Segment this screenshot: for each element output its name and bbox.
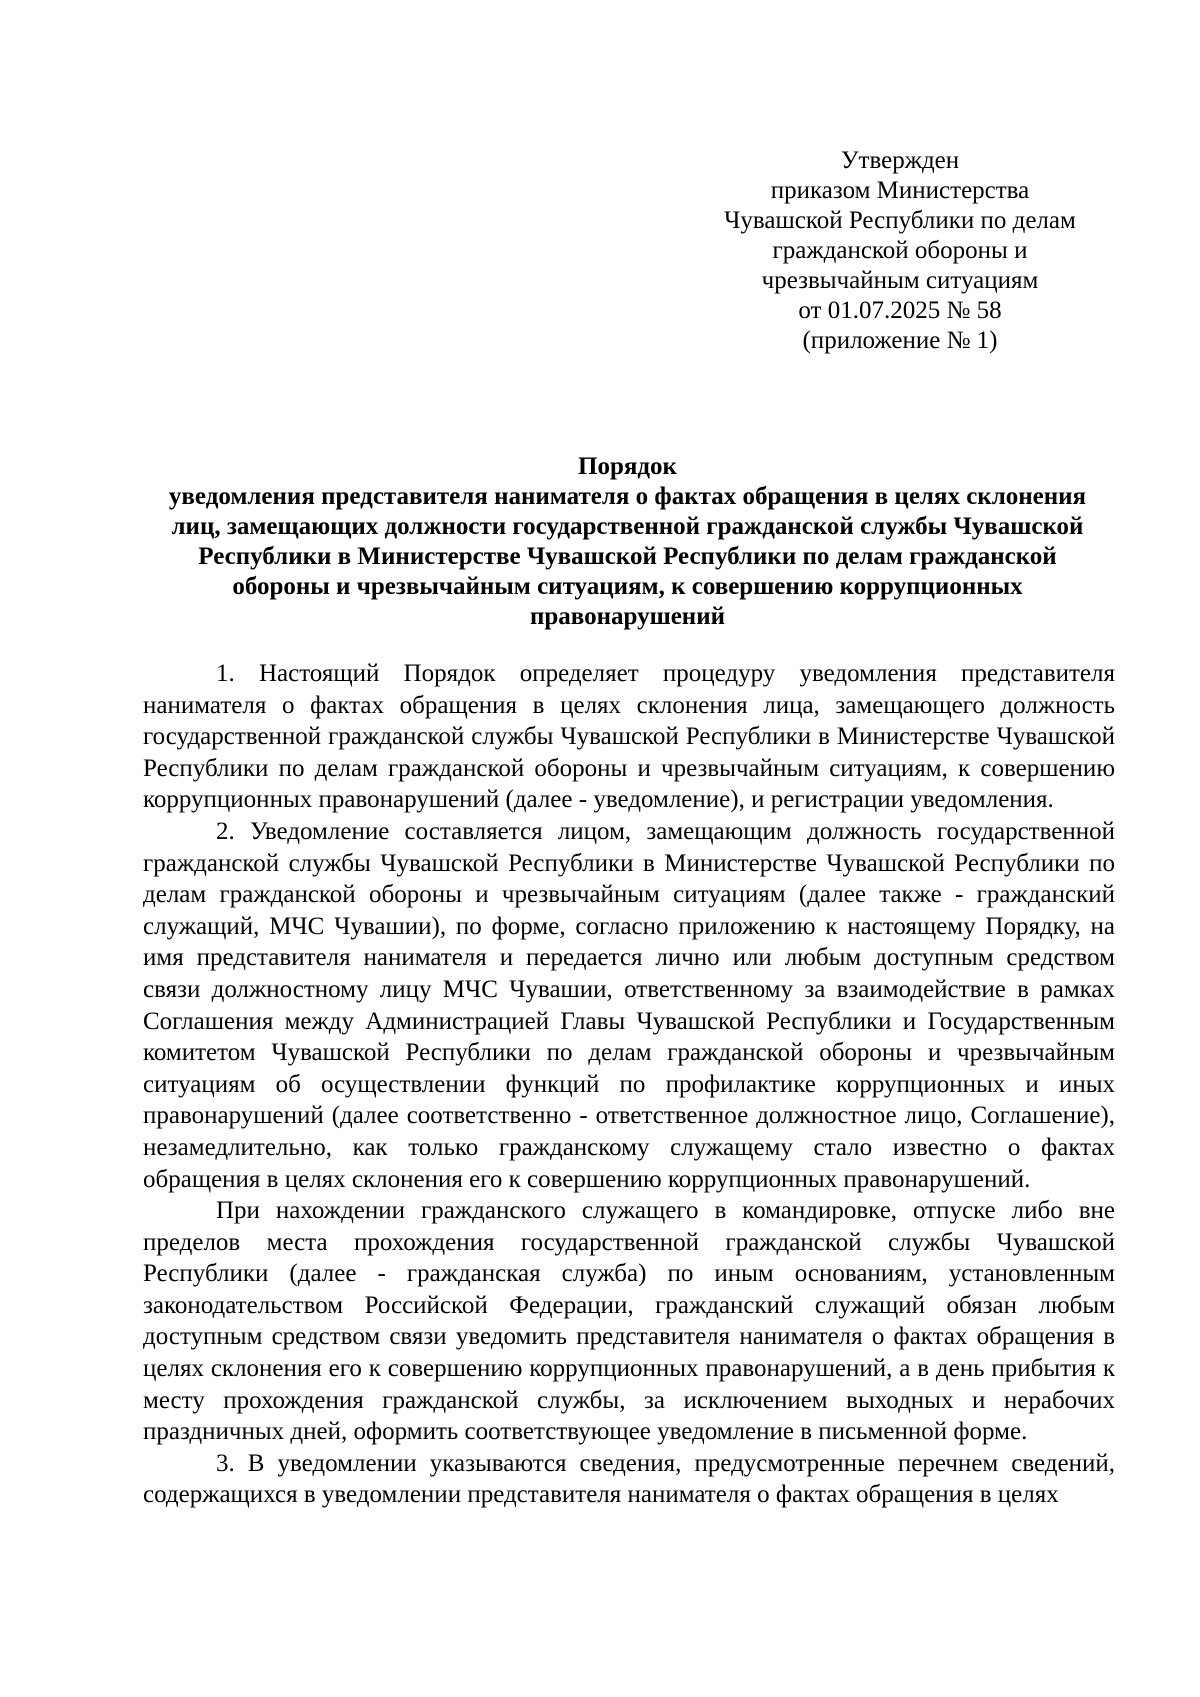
document-title [140, 452, 1115, 632]
approval-stamp [690, 146, 1110, 356]
document-body [143, 658, 1115, 1511]
paragraph-1: 1. Настоящий Порядок определяет процедуру уведомления представителя нанимателя о фактах обращения в целях склонения лица, замещающего должность государственной гражданской службы Чувашской Республики в Министерстве Чувашской Республики по делам гражданской обороны и чрезвычайным ситуациям, к совершению коррупционных правонарушений (далее - уведомление), и регистрации уведомления. [143, 660, 1115, 814]
approval-line: Утвержден [840, 147, 960, 174]
paragraph-3: 3. В уведомлении указываются сведения, предусмотренные перечнем сведений, содержащихся в уведомлении представителя нанимателя о фактах обращения в целях [143, 1449, 1115, 1509]
title-line: Республики в Министерстве Чувашской Республики по делам гражданской [198, 543, 1057, 570]
title-line: правонарушений [529, 603, 726, 630]
approval-line: Чувашской Республики по делам [724, 207, 1076, 234]
approval-line: чрезвычайным ситуациям [761, 267, 1039, 294]
approval-line: гражданской обороны и [772, 237, 1028, 264]
approval-line: приказом Министерства [770, 177, 1030, 204]
title-heading: Порядок [578, 453, 677, 480]
approval-line: от 01.07.2025 № 58 [798, 297, 1002, 324]
title-line: обороны и чрезвычайным ситуациям, к совершению коррупционных [232, 573, 1023, 600]
approval-line: (приложение № 1) [802, 327, 998, 354]
title-line: уведомления представителя нанимателя о фактах обращения в целях склонения [168, 483, 1087, 510]
paragraph-2: 2. Уведомление составляется лицом, замещающим должность государственной гражданской службы Чувашской Республики в Министерстве Чувашской Республики по делам гражданской обороны и чрезвычайным ситуациям (далее также - гражданский служащий, МЧС Чувашии), по форме, согласно приложению к настоящему Порядку, на имя представителя нанимателя и передается лично или любым доступным средством связи должностному лицу МЧС Чувашии, ответственному за взаимодействие в рамках Соглашения между Администрацией Главы Чувашской Республики и Государственным комитетом Чувашской Республики по делам гражданской обороны и чрезвычайным ситуациям об осуществлении функций по профилактике коррупционных и иных правонарушений (далее соответственно - ответственное должностное лицо, Соглашение), незамедлительно, как только гражданскому служащему стало известно о фактах обращения в целях склонения его к совершению коррупционных правонарушений. [143, 817, 1115, 1193]
title-line: лиц, замещающих должности государственной гражданской службы Чувашской [171, 513, 1084, 540]
paragraph-2-continuation: При нахождении гражданского служащего в командировке, отпуске либо вне пределов места прохождения государственной гражданской службы Чувашской Республики (далее - гражданская служба) по иным основаниям, установленным законодательством Российской Федерации, гражданский служащий обязан любым доступным средством связи уведомить представителя нанимателя о фактах обращения в целях склонения его к совершению коррупционных правонарушений, а в день прибытия к месту прохождения гражданской службы, за исключением выходных и нерабочих праздничных дней, оформить соответствующее уведомление в письменной форме. [143, 1197, 1115, 1446]
